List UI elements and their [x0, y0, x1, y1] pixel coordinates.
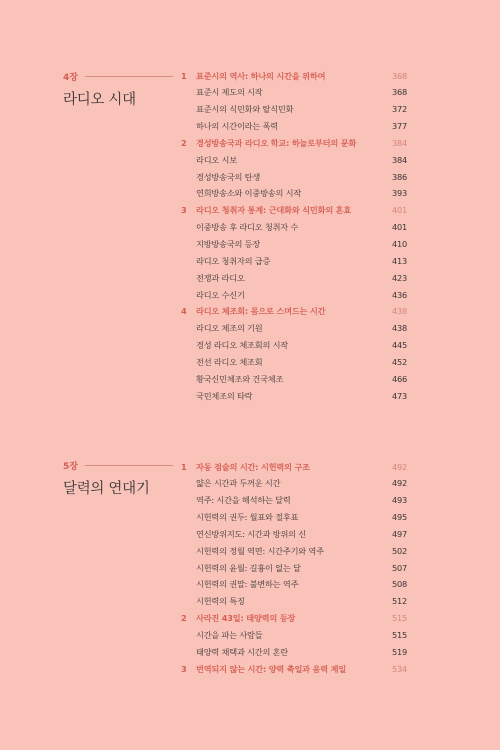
entry-title: 시헌력의 윤월: 길흉이 없는 달 [196, 562, 301, 573]
page-number: 384 [391, 154, 407, 165]
toc-subsection-entry[interactable] [0, 118, 420, 135]
toc-subsection-entry[interactable] [0, 354, 420, 371]
toc-subsection-entry[interactable] [0, 219, 420, 236]
entry-title: 지방방송국의 등장 [196, 239, 261, 249]
page-number: 372 [391, 104, 407, 115]
entry-title: 라디오 체조의 기원 [196, 323, 263, 334]
entry-title: 경성방송국과 라디오 학교: 하늘로부터의 문화 [196, 137, 357, 148]
entry-title: 이중방송 후 라디오 청취자 수 [196, 222, 299, 233]
section-number: 1 [181, 70, 187, 81]
toc-section-entry[interactable] [0, 135, 420, 152]
entry-title: 라디오 청취자 통계: 근대화와 식민화의 혼효 [196, 205, 352, 216]
page-number: 452 [391, 356, 407, 367]
entry-title: 전쟁과 라디오 [196, 272, 245, 283]
entry-title: 연희방송소와 이중방송의 시작 [196, 188, 302, 199]
page-number: 436 [391, 289, 407, 300]
toc-subsection-entry[interactable] [0, 185, 420, 202]
entry-title: 시헌력의 특징 [196, 596, 245, 607]
entry-title: 표준시의 역사: 하나의 시간을 위하여 [196, 70, 326, 81]
page-number: 493 [391, 495, 407, 506]
page-number: 497 [391, 528, 407, 539]
toc-section-entry[interactable] [0, 303, 420, 320]
entry-title: 사라진 43일: 태양력의 등장 [196, 613, 296, 624]
entry-title: 라디오 체조회: 몸으로 스며드는 시간 [196, 306, 326, 317]
entry-title: 시헌력의 정월 역면: 시간주기와 역주 [196, 545, 324, 556]
toc-section-entry[interactable] [0, 202, 420, 219]
toc-subsection-entry[interactable] [0, 492, 420, 509]
page-number: 423 [391, 272, 407, 283]
page-number: 495 [391, 512, 407, 523]
entry-title: 표준시의 식민화와 탈식민화 [196, 104, 294, 115]
entry-title: 하나의 시간이라는 폭력 [196, 121, 278, 132]
page-number: 466 [391, 373, 407, 384]
chapter-label: 5장 [63, 462, 78, 472]
page-number: 519 [391, 646, 407, 657]
page-number: 401 [391, 222, 407, 233]
toc-section-entry[interactable] [0, 610, 420, 627]
section-number: 4 [181, 306, 187, 317]
section-number: 1 [181, 461, 187, 472]
entry-title: 태양력 채택과 시간의 혼란 [196, 646, 289, 657]
section-number: 2 [181, 613, 187, 624]
page-number: 393 [391, 188, 407, 199]
entry-title: 라디오 청취자의 급증 [196, 255, 271, 266]
page-number: 515 [391, 630, 407, 640]
page-number: 515 [391, 613, 407, 624]
entry-title: 시헌력의 권두: 월표와 절후표 [196, 512, 299, 523]
page-number: 492 [391, 461, 407, 472]
toc-subsection-entry[interactable] [0, 388, 420, 405]
page-number: 507 [391, 562, 407, 573]
entry-title: 황국신민체조와 건국체조 [196, 373, 284, 384]
toc-subsection-entry[interactable] [0, 287, 420, 304]
page-number: 512 [391, 596, 407, 607]
toc-subsection-entry[interactable] [0, 627, 420, 644]
entry-title: 역주: 시간을 해석하는 달력 [196, 495, 291, 506]
toc-section-entry[interactable] [0, 661, 420, 678]
toc-subsection-entry[interactable] [0, 560, 420, 577]
section-number: 3 [181, 663, 187, 674]
page-number: 413 [391, 255, 407, 266]
page-number: 368 [391, 87, 407, 98]
toc-section-entry[interactable] [0, 68, 420, 85]
entry-title: 전선 라디오 체조회 [196, 356, 263, 367]
entry-title: 표준시 제도의 시작 [196, 87, 263, 98]
page-number: 368 [391, 70, 407, 81]
page-number: 438 [391, 306, 407, 317]
toc-subsection-entry[interactable] [0, 509, 420, 526]
page-number: 438 [391, 323, 407, 334]
page-number: 386 [391, 171, 407, 182]
page-number: 377 [391, 121, 407, 132]
toc-section-entry[interactable] [0, 459, 420, 476]
entry-title: 자동 점술의 시간: 시헌력의 구조 [196, 461, 310, 472]
entry-title: 국민체조의 타락 [196, 390, 253, 401]
entry-title: 시간을 파는 사람들 [196, 630, 263, 640]
toc-subsection-entry[interactable] [0, 152, 420, 169]
page-number: 534 [391, 663, 407, 674]
chapter-label: 4장 [63, 73, 78, 83]
toc-subsection-entry[interactable] [0, 169, 420, 186]
toc-subsection-entry[interactable] [0, 236, 420, 253]
toc-subsection-entry[interactable] [0, 371, 420, 388]
page-number: 502 [391, 545, 407, 556]
entry-title: 라디오 수신기 [196, 289, 245, 300]
toc-subsection-entry[interactable] [0, 101, 420, 118]
page-number: 508 [391, 579, 407, 590]
chapter-title: 달력의 연대기 [63, 481, 150, 497]
entry-title: 얇은 시간과 두꺼운 시간 [196, 478, 281, 489]
section-number: 3 [181, 205, 187, 216]
toc-subsection-entry[interactable] [0, 593, 420, 610]
entry-title: 번역되지 않는 시간: 양력 축일과 음력 제일 [196, 663, 347, 674]
toc-subsection-entry[interactable] [0, 576, 420, 593]
toc-subsection-entry[interactable] [0, 337, 420, 354]
toc-subsection-entry[interactable] [0, 320, 420, 337]
page-number: 410 [391, 239, 407, 249]
toc-subsection-entry[interactable] [0, 253, 420, 270]
entry-title: 시헌력의 권말: 불변하는 역주 [196, 579, 299, 590]
toc-subsection-entry[interactable] [0, 475, 420, 492]
section-number: 2 [181, 137, 187, 148]
toc-subsection-entry[interactable] [0, 270, 420, 287]
entry-title: 연신방위지도: 시간과 방위의 신 [196, 528, 306, 539]
entry-title: 라디오 시보 [196, 154, 237, 165]
page-number: 384 [391, 137, 407, 148]
toc-subsection-entry[interactable] [0, 644, 420, 661]
entry-title: 경성방송국의 탄생 [196, 171, 261, 182]
chapter-title: 라디오 시대 [63, 92, 136, 108]
page-number: 492 [391, 478, 407, 489]
page-number: 473 [391, 390, 407, 401]
toc-subsection-entry[interactable] [0, 84, 420, 101]
page-number: 445 [391, 340, 407, 351]
toc-subsection-entry[interactable] [0, 543, 420, 560]
toc-subsection-entry[interactable] [0, 526, 420, 543]
page-number: 401 [391, 205, 407, 216]
entry-title: 경성 라디오 체조회의 시작 [196, 340, 289, 351]
